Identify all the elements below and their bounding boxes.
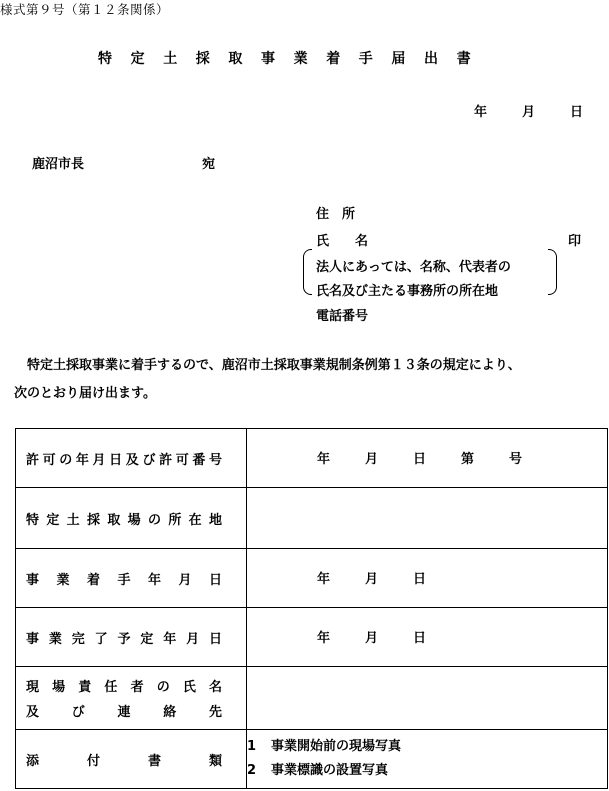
date-month-label: 月 xyxy=(522,105,536,120)
form-table xyxy=(15,428,608,789)
start-date-label-cell xyxy=(16,549,247,608)
end-date-value-cell[interactable] xyxy=(247,608,608,667)
start-year-label: 年 xyxy=(317,572,331,587)
start-month-label: 月 xyxy=(365,572,379,587)
attachment-number: 2 xyxy=(247,763,257,778)
end-year-label: 年 xyxy=(317,631,331,646)
attachment-text: 事業開始前の現場写真 xyxy=(271,739,402,754)
addressee-honorific: 宛 xyxy=(202,157,216,172)
attachment-text: 事業標識の設置写真 xyxy=(271,763,389,778)
permit-go-label: 号 xyxy=(509,452,523,467)
table-row xyxy=(16,429,608,488)
site-manager-label-line2: 及び連絡先 xyxy=(26,705,222,720)
site-manager-label-cell xyxy=(16,667,247,730)
date-day-label: 日 xyxy=(570,105,584,120)
start-day-label: 日 xyxy=(413,572,427,587)
permit-label: 許可の年月日及び許可番号 xyxy=(26,452,222,468)
name-label: 氏 名 xyxy=(316,234,369,249)
date-year-label: 年 xyxy=(474,105,488,120)
start-date-label: 事業着手年月日 xyxy=(26,572,222,588)
addressee xyxy=(32,153,216,172)
table-row xyxy=(16,488,608,549)
corp-note-line1: 法人にあっては、名称、代表者の xyxy=(316,260,511,275)
site-manager-value-cell[interactable] xyxy=(247,667,608,730)
corp-note-line2: 氏名及び主たる事務所の所在地 xyxy=(316,284,499,299)
address-label: 住 所 xyxy=(316,207,356,222)
right-bracket xyxy=(548,249,557,295)
end-date-label-cell xyxy=(16,608,247,667)
attachment-item xyxy=(247,759,607,783)
body-text xyxy=(14,352,521,408)
site-location-value-cell[interactable] xyxy=(247,488,608,549)
permit-day-label: 日 xyxy=(413,452,427,467)
table-row xyxy=(16,730,608,789)
permit-month-label: 月 xyxy=(365,452,379,467)
table-row xyxy=(16,667,608,730)
table-row xyxy=(16,549,608,608)
permit-year-label: 年 xyxy=(317,452,331,467)
table-row xyxy=(16,608,608,667)
attachment-number: 1 xyxy=(247,739,257,754)
end-day-label: 日 xyxy=(413,631,427,646)
permit-label-cell xyxy=(16,429,247,488)
start-date-value-cell[interactable] xyxy=(247,549,608,608)
body-text-line1: 特定土採取事業に着手するので、鹿沼市土採取事業規制条例第１３条の規定により、 xyxy=(27,358,521,373)
attachment-item xyxy=(247,735,607,759)
attachments-value-cell xyxy=(247,730,608,789)
page-title: 特定土採取事業着手届出書 xyxy=(98,51,490,67)
left-bracket xyxy=(303,249,312,295)
form-number: 様式第９号（第１２条関係） xyxy=(0,2,170,17)
permit-value-cell[interactable] xyxy=(247,429,608,488)
seal-mark: 印 xyxy=(568,234,582,249)
body-text-line2: 次のとおり届け出ます。 xyxy=(14,386,156,401)
attachments-label: 添付書類 xyxy=(26,753,222,769)
site-manager-label-line1: 現場責任者の氏名 xyxy=(26,680,222,695)
permit-dai-label: 第 xyxy=(461,452,475,467)
addressee-name: 鹿沼市長 xyxy=(32,157,85,172)
site-location-label: 特定土採取場の所在地 xyxy=(26,512,222,528)
phone-label: 電話番号 xyxy=(316,309,369,324)
attachments-label-cell xyxy=(16,730,247,789)
end-date-label: 事業完了予定年月日 xyxy=(26,631,222,647)
end-month-label: 月 xyxy=(365,631,379,646)
site-location-label-cell xyxy=(16,488,247,549)
